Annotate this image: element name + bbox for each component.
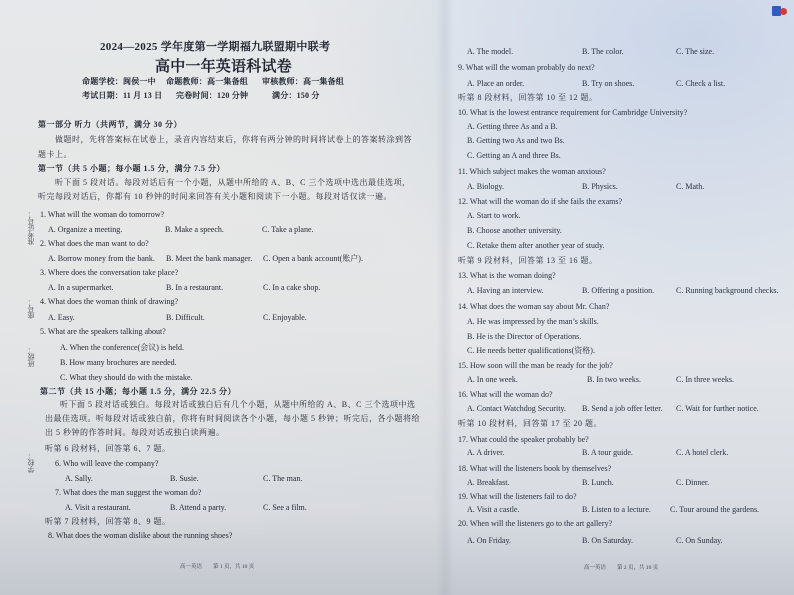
question-12-stem: 12. What will the woman do if she fails the exams? <box>458 197 623 206</box>
question-7-stem: 7. What does the man suggest the woman do? <box>55 488 202 497</box>
section2-instruction-line: 出 5 秒钟的作答时间。每段对话或独白读两遍。 <box>45 428 225 437</box>
question-15-stem: 15. How soon will the man be ready for the job? <box>458 361 613 370</box>
question-13-option-c: C. Running background checks. <box>676 286 779 295</box>
section2-instruction-line: 听下面 5 段对话或独白。每段对话或独白后有几个小题，从题中所给的 A、B、C 三个选项中选 <box>60 400 416 409</box>
setter-teacher: 命题教师：高一集备组 <box>166 77 248 86</box>
question-5-stem: 5. What are the speakers talking about? <box>40 327 166 336</box>
question-15-option-b: B. In two weeks. <box>587 375 641 384</box>
question-17-option-b: B. A tour guide. <box>582 448 633 457</box>
question-14-option-a: A. He was impressed by the man’s skills. <box>467 317 599 326</box>
section1-heading: 第一节（共 5 小题；每小题 1.5 分，满分 7.5 分） <box>38 164 225 173</box>
part1-instruction-line: 做题时，先将答案标在试卷上，录音内容结束后，你将有两分钟的时间将试卷上的答案转涂到答 <box>55 135 412 144</box>
question-8-option-b: B. The color. <box>582 47 624 56</box>
section2-instruction-line: 出最佳选项。听每段对话或独白前，你将有时间阅读各个小题，每小题 5 秒钟；听完后，各小题将给 <box>45 414 420 423</box>
question-6-stem: 6. Who will leave the company? <box>55 459 159 468</box>
exam-subtitle: 高中一年英语科试卷 <box>155 59 292 75</box>
material-8-note: 听第 8 段材料，回答第 10 至 12 题。 <box>458 93 598 102</box>
question-10-option-a: A. Getting three As and a B. <box>467 122 558 131</box>
question-14-option-c: C. He needs better qualifications(资格). <box>467 346 595 355</box>
question-8-option-a: A. The model. <box>467 47 514 56</box>
question-16-option-a: A. Contact Watchdog Security. <box>467 404 566 413</box>
exam-date: 考试日期：11 月 13 日 <box>82 91 163 100</box>
question-13-option-a: A. Having an interview. <box>467 286 544 295</box>
question-9-stem: 9. What will the woman probably do next? <box>458 63 595 72</box>
question-3-option-b: B. In a restaurant. <box>166 283 224 292</box>
page-2 <box>445 0 794 595</box>
question-12-option-b: B. Choose another university. <box>467 226 562 235</box>
material-9-note: 听第 9 段材料，回答第 13 至 16 题。 <box>458 256 598 265</box>
question-13-option-b: B. Offering a position. <box>582 286 655 295</box>
margin-class-label: 班级： <box>27 346 35 367</box>
question-7-option-a: A. Visit a restaurant. <box>65 503 131 512</box>
reviewer: 审核教师：高一集备组 <box>262 77 344 86</box>
question-18-stem: 18. What will the listeners book by themselves? <box>458 464 612 473</box>
margin-seat-label: 座号： <box>27 298 35 319</box>
exam-title: 2024—2025 学年度第一学期福九联盟期中联考 <box>100 41 331 53</box>
setter-school: 命题学校：闽侯一中 <box>82 77 156 86</box>
part1-heading: 第一部分 听力（共两节，满分 30 分） <box>38 120 182 129</box>
question-20-option-c: C. On Sunday. <box>676 536 723 545</box>
question-10-option-b: B. Getting two As and two Bs. <box>467 136 565 145</box>
question-18-option-c: C. Dinner. <box>676 478 710 487</box>
question-19-option-b: B. Listen to a lecture. <box>582 505 651 514</box>
question-9-option-a: A. Place an order. <box>467 79 525 88</box>
question-13-stem: 13. What is the woman doing? <box>458 271 556 280</box>
question-2-option-c: C. Open a bank account(账户). <box>263 254 363 263</box>
question-5-option-c: C. What they should do with the mistake. <box>60 373 193 382</box>
material-6-note: 听第 6 段材料，回答第 6、7 题。 <box>45 444 171 453</box>
question-3-option-a: A. In a supermarket. <box>48 283 114 292</box>
question-19-option-a: A. Visit a castle. <box>467 505 520 514</box>
section1-instruction-line: 听完每段对话后，你都有 10 秒钟的时间来回答有关小题和阅读下一小题。每段对话仅读一遍。 <box>38 192 392 201</box>
question-4-option-b: B. Difficult. <box>166 313 205 322</box>
question-11-option-b: B. Physics. <box>582 182 618 191</box>
question-12-option-c: C. Retake them after another year of study. <box>467 241 605 250</box>
question-1-stem: 1. What will the woman do tomorrow? <box>40 210 165 219</box>
question-5-option-a: A. When the conference(会议) is held. <box>60 343 185 352</box>
question-17-stem: 17. What could the speaker probably be? <box>458 435 589 444</box>
question-5-option-b: B. How many brochures are needed. <box>60 358 177 367</box>
question-16-stem: 16. What will the woman do? <box>458 390 553 399</box>
question-20-stem: 20. When will the listeners go to the art gallery? <box>458 519 613 528</box>
question-8-stem: 8. What does the woman dislike about the running shoes? <box>48 531 233 540</box>
question-6-option-a: A. Sally. <box>65 474 93 483</box>
question-14-stem: 14. What does the woman say about Mr. Chan? <box>458 302 610 311</box>
question-19-option-c: C. Tour around the gardens. <box>670 505 760 514</box>
question-11-option-a: A. Biology. <box>467 182 505 191</box>
question-18-option-b: B. Lunch. <box>582 478 614 487</box>
question-17-option-c: C. A hotel clerk. <box>676 448 729 457</box>
question-15-option-c: C. In three weeks. <box>676 375 734 384</box>
margin-school-label: 学校： <box>27 452 35 473</box>
question-4-stem: 4. What does the woman think of drawing? <box>40 297 179 306</box>
question-2-option-b: B. Meet the bank manager. <box>166 254 253 263</box>
question-7-option-b: B. Attend a party. <box>170 503 227 512</box>
question-2-option-a: A. Borrow money from the bank. <box>48 254 155 263</box>
full-score: 满分：150 分 <box>272 91 320 100</box>
question-2-stem: 2. What does the man want to do? <box>40 239 149 248</box>
question-9-option-c: C. Check a list. <box>676 79 726 88</box>
question-10-stem: 10. What is the lowest entrance requirement for Cambridge University? <box>458 108 688 117</box>
question-20-option-b: B. On Saturday. <box>582 536 634 545</box>
question-1-option-c: C. Take a plane. <box>262 225 314 234</box>
part1-instruction-line: 题卡上。 <box>38 150 72 159</box>
material-7-note: 听第 7 段材料，回答第 8、9 题。 <box>45 517 171 526</box>
question-18-option-a: A. Breakfast. <box>467 478 510 487</box>
section1-instruction-line: 听下面 5 段对话。每段对话后有一个小题，从题中所给的 A、B、C 三个选项中选出最佳选项， <box>55 178 411 187</box>
margin-exam-id-label: 准考证号： <box>27 210 35 245</box>
question-12-option-a: A. Start to work. <box>467 211 521 220</box>
page-2-footer: 高一英语 第 2 页，共 10 页 <box>584 565 659 571</box>
question-3-stem: 3. Where does the conversation take place? <box>40 268 179 277</box>
question-15-option-a: A. In one week. <box>467 375 518 384</box>
question-8-option-c: C. The size. <box>676 47 715 56</box>
page-1-footer: 高一英语 第 1 页，共 10 页 <box>180 564 255 570</box>
exam-duration: 完卷时间：120 分钟 <box>176 91 249 100</box>
question-1-option-b: B. Make a speech. <box>165 225 224 234</box>
question-10-option-c: C. Getting an A and three Bs. <box>467 151 561 160</box>
question-6-option-b: B. Susie. <box>170 474 199 483</box>
question-9-option-b: B. Try on shoes. <box>582 79 635 88</box>
question-11-stem: 11. Which subject makes the woman anxious? <box>458 167 606 176</box>
question-7-option-c: C. See a film. <box>263 503 307 512</box>
question-19-stem: 19. What will the listeners fail to do? <box>458 492 577 501</box>
question-1-option-a: A. Organize a meeting. <box>48 225 123 234</box>
question-16-option-c: C. Wait for further notice. <box>676 404 759 413</box>
material-10-note: 听第 10 段材料，回答第 17 至 20 题。 <box>458 419 602 428</box>
section2-heading: 第二节（共 15 小题；每小题 1.5 分，满分 22.5 分） <box>40 387 236 396</box>
question-17-option-a: A. A driver. <box>467 448 505 457</box>
question-3-option-c: C. In a cake shop. <box>263 283 321 292</box>
question-16-option-b: B. Send a job offer letter. <box>582 404 663 413</box>
question-6-option-c: C. The man. <box>263 474 303 483</box>
question-20-option-a: A. On Friday. <box>467 536 511 545</box>
question-14-option-b: B. He is the Director of Operations. <box>467 332 582 341</box>
question-11-option-c: C. Math. <box>676 182 705 191</box>
question-4-option-c: C. Enjoyable. <box>263 313 307 322</box>
question-4-option-a: A. Easy. <box>48 313 75 322</box>
